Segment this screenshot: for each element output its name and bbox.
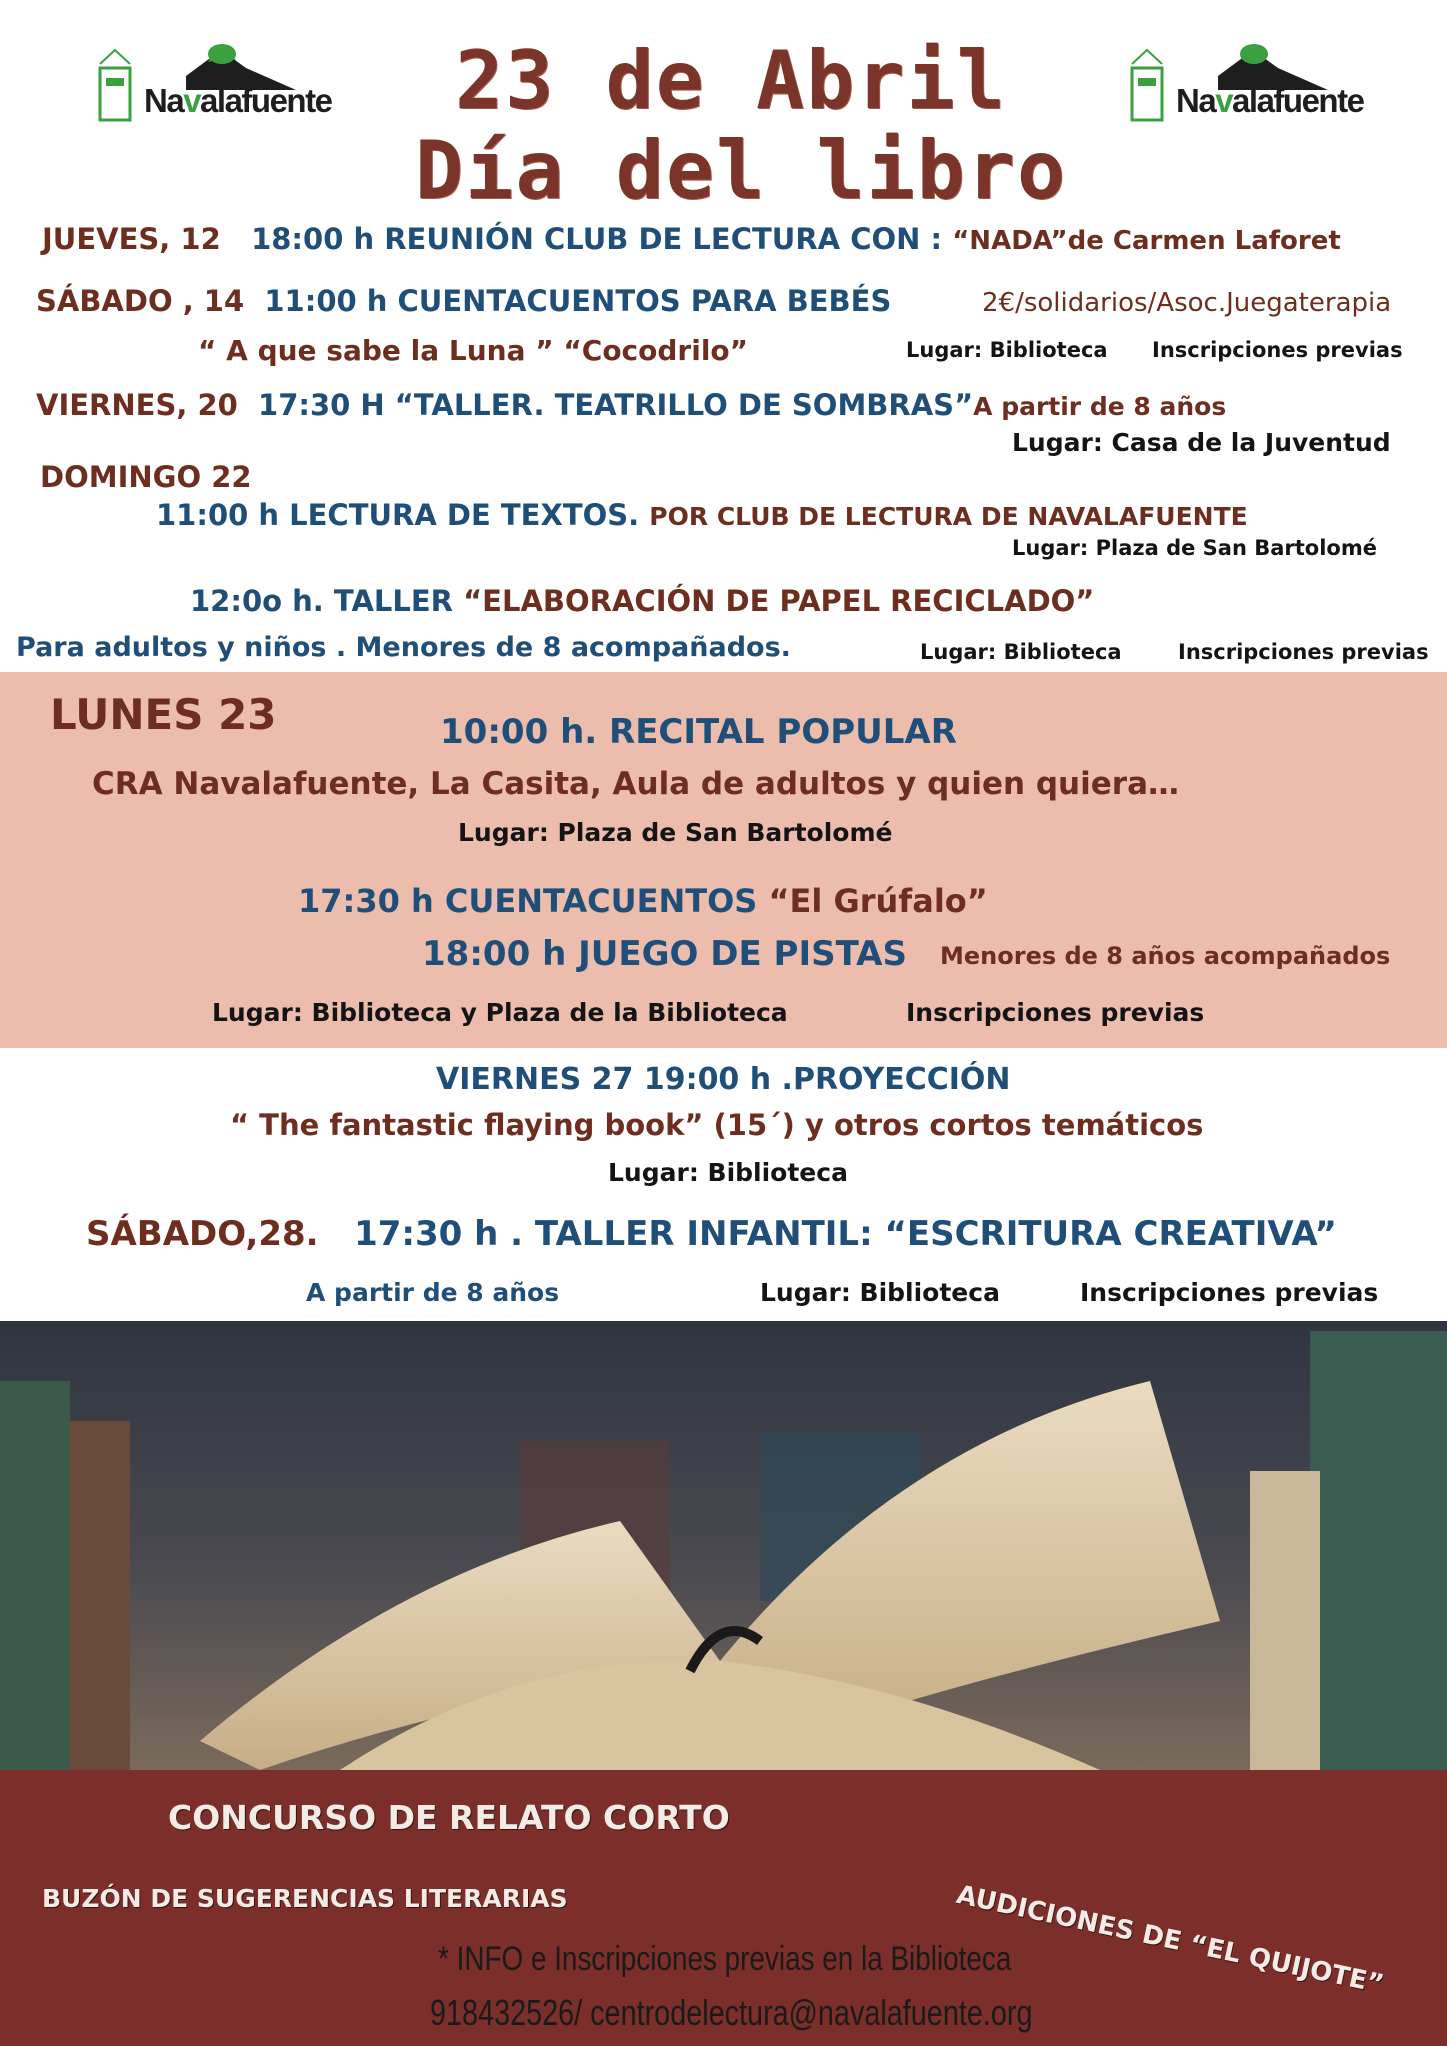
event-place: Lugar: Plaza de San Bartolomé bbox=[1012, 536, 1377, 560]
event-monday-23: LUNES 23 bbox=[50, 690, 277, 739]
event-place: Lugar: Casa de la Juventud bbox=[1012, 428, 1391, 457]
event-saturday-28: SÁBADO,28. 17:30 h . TALLER INFANTIL: “ESCRITURA CREATIVA” bbox=[86, 1214, 1337, 1254]
info-line: * INFO e Inscripciones previas en la Biblioteca bbox=[438, 1940, 1012, 1978]
event-recital: 10:00 h. RECITAL POPULAR bbox=[440, 712, 957, 752]
open-book-photo bbox=[0, 1321, 1447, 1770]
event-paper-workshop: 12:0o h. TALLER “ELABORACIÓN DE PAPEL RECICLADO” bbox=[190, 584, 1095, 618]
event-place: Lugar: Biblioteca bbox=[920, 640, 1122, 664]
logo-brand-text: Navalafuente bbox=[144, 82, 332, 119]
event-registration: Inscripciones previas bbox=[1080, 1278, 1379, 1307]
event-treasure-hunt: 18:00 h JUEGO DE PISTAS bbox=[422, 934, 907, 974]
event-registration: Inscripciones previas bbox=[1152, 338, 1403, 362]
logo-left bbox=[96, 38, 336, 128]
event-stories: “ A que sabe la Luna ” “Cocodrilo” bbox=[198, 334, 749, 367]
event-registration: Inscripciones previas bbox=[906, 998, 1205, 1027]
logo-brand-text: Navalafuente bbox=[1176, 82, 1364, 119]
suggestions-box: BUZÓN DE SUGERENCIAS LITERARIAS bbox=[42, 1884, 568, 1913]
quijote-readings: AUDICIONES DE “EL QUIJOTE” bbox=[953, 1880, 1387, 2000]
event-audience: Para adultos y niños . Menores de 8 acompañados. bbox=[16, 632, 791, 663]
event-saturday-14: SÁBADO , 14 11:00 h CUENTACUENTOS PARA BEBÉS bbox=[36, 284, 892, 318]
event-friday-20: VIERNES, 20 17:30 H “TALLER. TEATRILLO DE SOMBRAS”A partir de 8 años bbox=[36, 388, 1227, 422]
event-sunday-22: DOMINGO 22 bbox=[40, 460, 252, 494]
event-place: Lugar: Biblioteca bbox=[608, 1158, 848, 1187]
page-title-line2: Día del libro bbox=[415, 124, 1068, 217]
contest-title: CONCURSO DE RELATO CORTO bbox=[168, 1798, 730, 1837]
event-friday-27: VIERNES 27 19:00 h .PROYECCIÓN bbox=[436, 1062, 1011, 1097]
event-place: Lugar: Biblioteca y Plaza de la Biblioteca bbox=[212, 998, 788, 1027]
event-place: Lugar: Plaza de San Bartolomé bbox=[458, 818, 893, 847]
event-game-note: Menores de 8 años acompañados bbox=[940, 942, 1391, 970]
contact-line: 918432526/ centrodelectura@navalafuente.org bbox=[430, 1992, 1033, 2033]
logo-right bbox=[1128, 38, 1368, 128]
event-age: A partir de 8 años bbox=[306, 1278, 560, 1307]
event-registration: Inscripciones previas bbox=[1178, 640, 1429, 664]
event-participants: CRA Navalafuente, La Casita, Aula de adultos y quien quiera… bbox=[92, 766, 1179, 802]
page-title-line1: 23 de Abril bbox=[455, 34, 1007, 127]
event-price-note: 2€/solidarios/Asoc.Juegaterapia bbox=[982, 288, 1392, 318]
event-films: “ The fantastic flaying book” (15´) y otros cortos temáticos bbox=[230, 1108, 1204, 1142]
event-place: Lugar: Biblioteca bbox=[906, 338, 1108, 362]
event-reading: 11:00 h LECTURA DE TEXTOS. POR CLUB DE LECTURA DE NAVALAFUENTE bbox=[156, 498, 1248, 532]
event-storytelling: 17:30 h CUENTACUENTOS “El Grúfalo” bbox=[298, 882, 988, 920]
event-place: Lugar: Biblioteca bbox=[760, 1278, 1000, 1307]
event-thursday-12: JUEVES, 12 18:00 h REUNIÓN CLUB DE LECTURA CON : “NADA”de Carmen Laforet bbox=[42, 222, 1341, 256]
